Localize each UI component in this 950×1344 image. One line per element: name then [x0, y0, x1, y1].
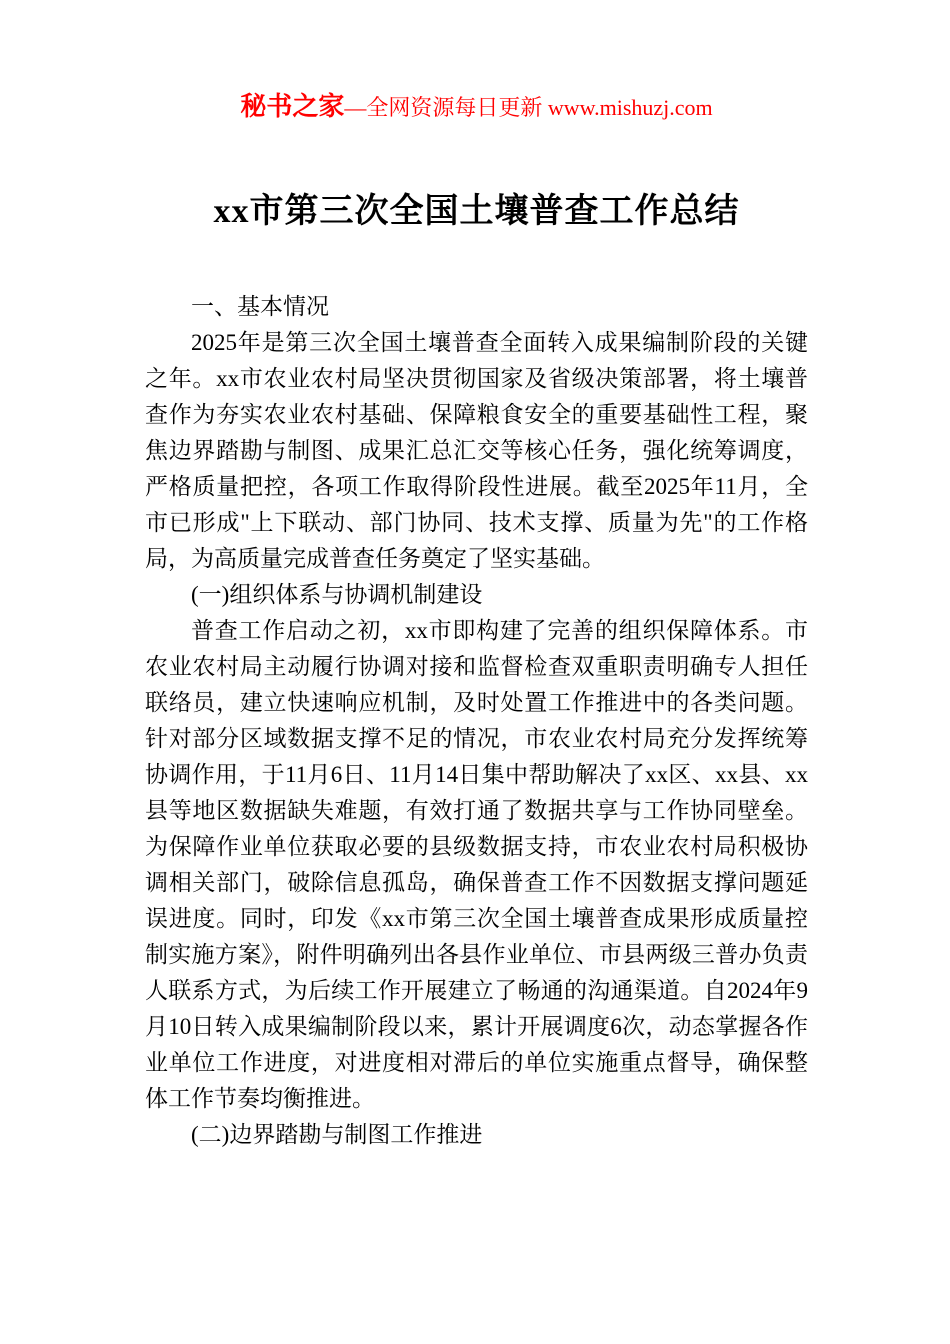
section-heading-basic-situation: 一、基本情况 [191, 293, 329, 319]
document-title: xx市第三次全国土壤普查工作总结 [213, 193, 740, 230]
paragraph-organization-detail: 普查工作启动之初，xx市即构建了完善的组织保障体系。市农业农村局主动履行协调对接和监督检查双重职责明确专人担任联络员，建立快速响应机制，及时处置工作推进中的各类问题。针对部分区域数据支撑不足的情况，市农业农村局充分发挥统筹协调作用，于11月6日、11月14日集中帮助解决了xx区、xx县、xx县等地区数据缺失难题，有效打通了数据共享与工作协同壁垒。为保障作业单位获取必要的县级数据支持，市农业农村局积极协调相关部门，破除信息孤岛，确保普查工作不因数据支撑问题延误进度。同时，印发《xx市第三次全国土壤普查成果形成质量控制实施方案》，附件明确列出各县作业单位、市县两级三普办负责人联系方式，为后续工作开展建立了畅通的沟通渠道。自2024年9月10日转入成果编制阶段以来，累计开展调度6次，动态掌握各作业单位工作进度，对进度相对滞后的单位实施重点督导，确保整体工作节奏均衡推进。 [145, 617, 808, 1111]
paragraph-overview: 2025年是第三次全国土壤普查全面转入成果编制阶段的关键之年。xx市农业农村局坚决贯彻国家及省级决策部署，将土壤普查作为夯实农业农村基础、保障粮食安全的重要基础性工程，聚焦边界踏勘与制图、成果汇总汇交等核心任务，强化统筹调度，严格质量把控，各项工作取得阶段性进展。截至2025年11月，全市已形成"上下联动、部门协同、技术支撑、质量为先"的工作格局，为高质量完成普查任务奠定了坚实基础。 [145, 329, 808, 571]
subsection-heading-boundary-mapping: (二)边界踏勘与制图工作推进 [191, 1121, 483, 1147]
site-tagline: —全网资源每日更新 [344, 95, 548, 120]
site-url: www.mishuzj.com [547, 95, 713, 120]
subsection-heading-organization: (一)组织体系与协调机制建设 [191, 581, 483, 607]
document-body [145, 289, 808, 1153]
site-name: 秘书之家 [240, 92, 345, 121]
site-header [145, 92, 808, 126]
